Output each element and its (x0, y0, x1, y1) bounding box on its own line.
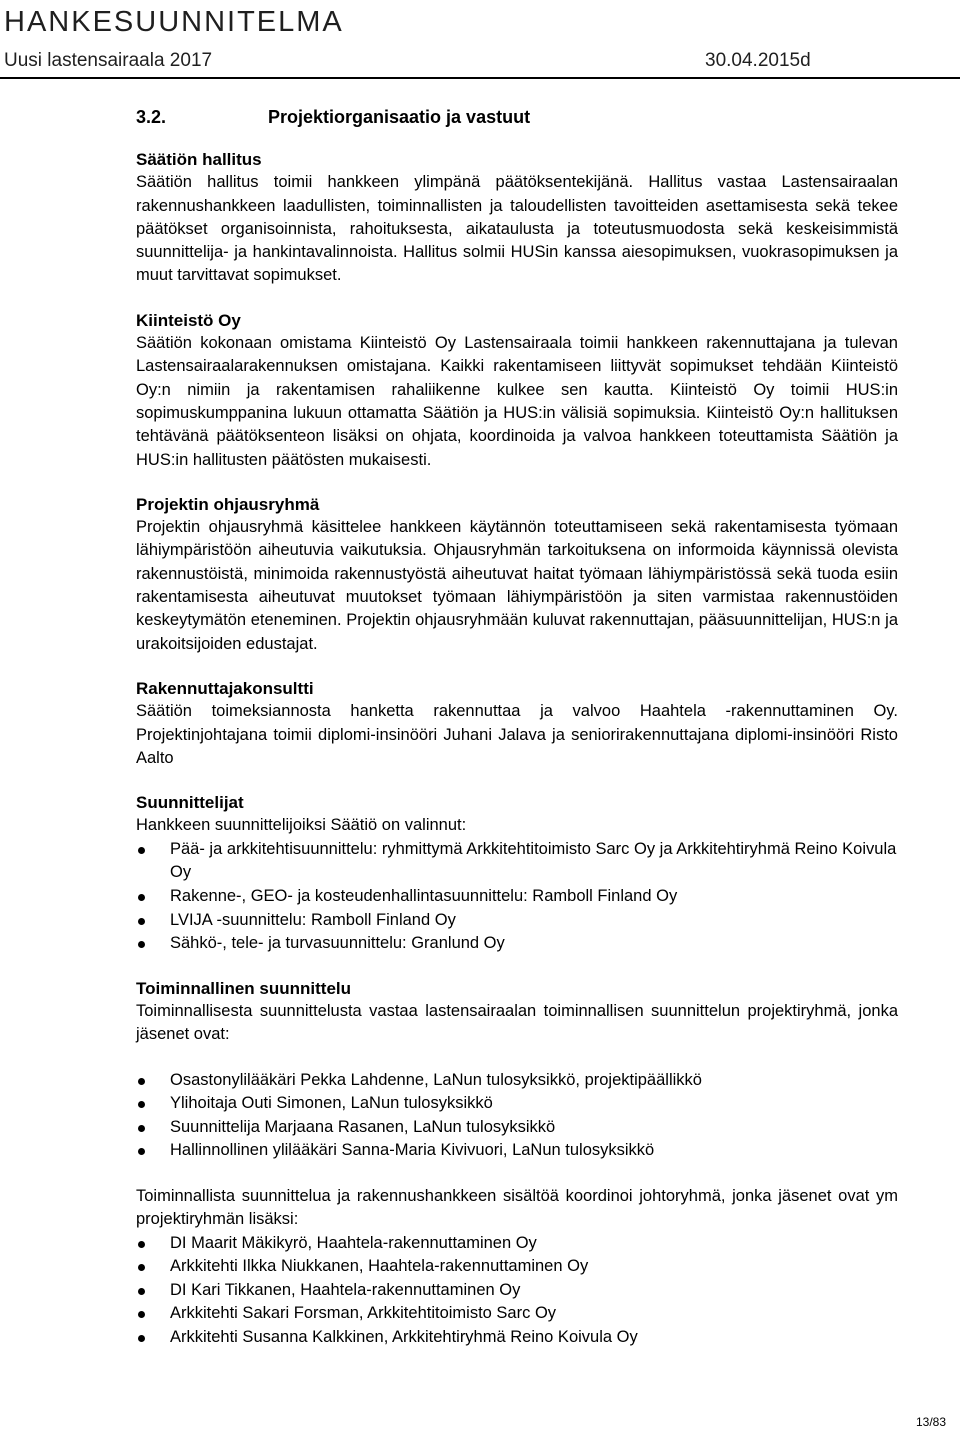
bullet-icon (138, 847, 145, 854)
bullet-icon (138, 1264, 145, 1271)
list-item-text: Arkkitehti Ilkka Niukkanen, Haahtela-rakennuttaminen Oy (170, 1257, 589, 1276)
johtoryhma-intro: Toiminnallista suunnittelua ja rakennushankkeen sisältöä koordinoi johtoryhmä, jonka jäsenet ovat ym projektiryhmän lisäksi: (136, 1186, 898, 1229)
suunnittelijat-block (136, 791, 898, 956)
bullet-icon (138, 1288, 145, 1295)
hallitus-heading: Säätiön hallitus (136, 150, 262, 169)
list-item-text: Arkkitehti Susanna Kalkkinen, Arkkitehtiryhmä Reino Koivula Oy (170, 1327, 638, 1346)
list-item-text: Rakenne-, GEO- ja kosteudenhallintasuunnittelu: Ramboll Finland Oy (170, 886, 678, 905)
section-title: Projektiorganisaatio ja vastuut (268, 107, 531, 127)
list-item-text: Arkkitehti Sakari Forsman, Arkkitehtitoimisto Sarc Oy (170, 1304, 557, 1323)
list-item (136, 838, 898, 885)
section-heading (136, 104, 898, 130)
list-item (136, 885, 898, 909)
list-item (136, 1326, 898, 1350)
bullet-icon (138, 1078, 145, 1085)
list-item-text: Osastonylilääkäri Pekka Lahdenne, LaNun tulosyksikkö, projektipäällikkö (170, 1070, 702, 1089)
list-item-text: DI Kari Tikkanen, Haahtela-rakennuttaminen Oy (170, 1280, 521, 1299)
toiminnallinen-block (136, 977, 898, 1350)
list-item-text: Pää- ja arkkitehtisuunnittelu: ryhmittymä Arkkitehtitoimisto Sarc Oy ja Arkkitehtiryhmä Reino Koivula Oy (170, 839, 897, 882)
hallitus-block (136, 148, 898, 288)
list-item-text: LVIJA -suunnittelu: Ramboll Finland Oy (170, 910, 456, 929)
rakennuttajakonsultti-block (136, 677, 898, 770)
projektiryhma-list (136, 1069, 898, 1163)
document-body (136, 104, 898, 1350)
suunnittelijat-heading: Suunnittelijat (136, 793, 244, 813)
ohjausryhma-text: Projektin ohjausryhmä käsittelee hankkeen käytännön toteuttamiseen sekä rakentamisesta työmaan lähiympäristöön aiheutuvia vaikutuksia. Ohjausryhmän tarkoituksena on informoida käynnissä olevista rakennustöistä, minimoida rakennustyöstä aiheutuvat haitat työmaan lähiympäristössä sekä tuoda esiin rakentamisesta aiheutuvat muutokset työmaan lähiympäristöön ja siten varmistaa rakennustöiden keskeytymätön eteneminen. Projektin ohjausryhmään kuluvat rakennuttajan, pääsuunnittelijan, HUS:n ja urakoitsijoiden edustajat. (136, 518, 898, 653)
kiinteisto-block (136, 309, 898, 472)
johtoryhma-list (136, 1232, 898, 1350)
rakennuttajakonsultti-heading: Rakennuttajakonsultti (136, 678, 314, 698)
list-item (136, 1232, 898, 1256)
spacer (136, 1047, 898, 1069)
list-item (136, 1069, 898, 1093)
section-number: 3.2. (136, 107, 167, 127)
list-item (136, 1139, 898, 1163)
list-item (136, 1302, 898, 1326)
kiinteisto-heading: Kiinteistö Oy (136, 310, 241, 330)
toiminnallinen-heading: Toiminnallinen suunnittelu (136, 978, 352, 998)
bullet-icon (138, 894, 145, 901)
list-item-text: DI Maarit Mäkikyrö, Haahtela-rakennuttaminen Oy (170, 1233, 537, 1252)
list-item-text: Sähkö-, tele- ja turvasuunnittelu: Granlund Oy (170, 934, 505, 953)
kiinteisto-text: Säätiön kokonaan omistama Kiinteistö Oy Lastensairaala toimii hankkeen rakennuttajana ja tulevan Lastensairaalarakennuksen omistajana. Kaikki rakentamiseen liittyvät sopimukset tehdään Kiinteistö Oy:n nimiin ja rakentamisen rahaliikenne kulkee sen kautta. Kiinteistö Oy toimii HUS:in sopimuskumppanina lukuun ottamatta Säätiön ja HUS:in välisiä sopimuksia. Kiinteistö Oy:n hallituksen tehtävänä päätöksenteon lisäksi on ohjata, koordinoida ja valvoa hankkeen toteuttamista Säätiön ja HUS:in hallitusten päätösten mukaisesti. (136, 334, 898, 469)
list-item (136, 1279, 898, 1303)
suunnittelijat-intro: Hankkeen suunnittelijoiksi Säätiö on valinnut: (136, 816, 467, 835)
list-item-text: Suunnittelija Marjaana Rasanen, LaNun tulosyksikkö (170, 1117, 556, 1136)
header-divider (0, 77, 960, 79)
list-item-text: Hallinnollinen ylilääkäri Sanna-Maria Kivivuori, LaNun tulosyksikkö (170, 1141, 655, 1160)
list-item (136, 932, 898, 956)
document-title: HANKESUUNNITELMA (4, 6, 344, 38)
bullet-icon (138, 918, 145, 925)
bullet-icon (138, 1101, 145, 1108)
toiminnallinen-intro: Toiminnallisesta suunnittelusta vastaa lastensairaalan toiminnallisen suunnittelun projektiryhmä, jonka jäsenet ovat: (136, 1001, 898, 1044)
document-date: 30.04.2015d (705, 50, 811, 71)
spacer (136, 1163, 898, 1185)
list-item (136, 1116, 898, 1140)
bullet-icon (138, 1148, 145, 1155)
hallitus-text: Säätiön hallitus toimii hankkeen ylimpänä päätöksentekijänä. Hallitus vastaa Lastensairaalan rakennushankkeen laadullisten, toiminnallisten ja taloudellisten tavoitteiden asettamisesta sekä tekee päätökset organisoinnista, rahoituksesta, aikataulusta ja toteutusmuodosta sekä keskeisimmistä suunnittelija- ja hankintavalinnoista. Hallitus solmii HUSin kanssa aiesopimuksen, vuokrasopimuksen ja muut tarvittavat sopimukset. (136, 173, 898, 285)
list-item (136, 1092, 898, 1116)
bullet-icon (138, 1125, 145, 1132)
bullet-icon (138, 941, 145, 948)
suunnittelijat-list (136, 838, 898, 956)
list-item (136, 1255, 898, 1279)
document-subtitle: Uusi lastensairaala 2017 (4, 50, 213, 71)
bullet-icon (138, 1311, 145, 1318)
ohjausryhma-block (136, 493, 898, 656)
ohjausryhma-heading: Projektin ohjausryhmä (136, 494, 320, 514)
bullet-icon (138, 1335, 145, 1342)
list-item (136, 909, 898, 933)
bullet-icon (138, 1241, 145, 1248)
list-item-text: Ylihoitaja Outi Simonen, LaNun tulosyksikkö (170, 1094, 493, 1113)
rakennuttajakonsultti-text: Säätiön toimeksiannosta hanketta rakennuttaa ja valvoo Haahtela -rakennuttaminen Oy. Projektinjohtajana toimii diplomi-insinööri Juhani Jalava ja seniorirakennuttajana diplomi-insinööri Risto Aalto (136, 702, 898, 767)
page-number: 13/83 (916, 1415, 947, 1429)
